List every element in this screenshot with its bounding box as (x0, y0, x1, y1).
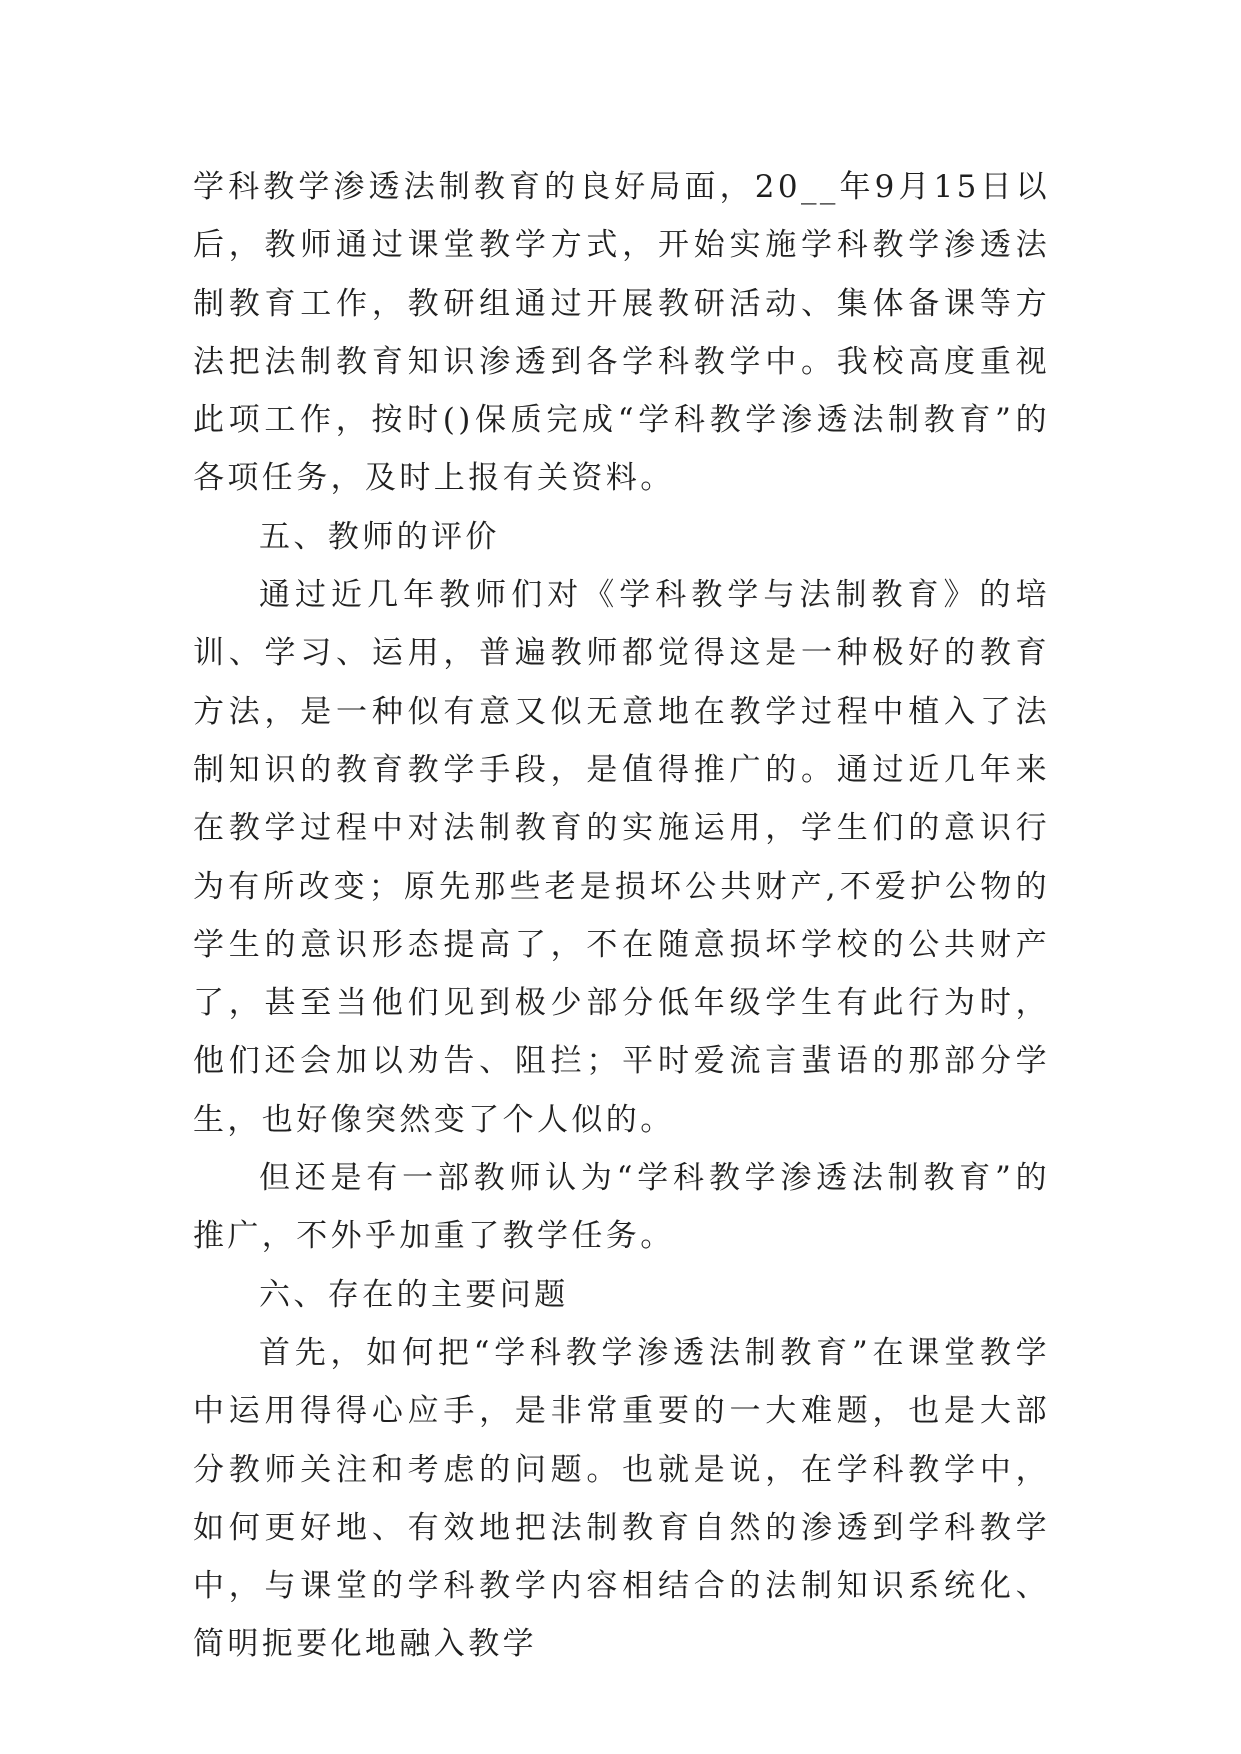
section-heading-teacher-evaluation: 五、教师的评价 (259, 518, 500, 555)
paragraph-teacher-evaluation: 通过近几年教师们对《学科教学与法制教育》的培训、学习、运用，普遍教师都觉得这是一种极好的教育方法，是一种似有意又似无意地在教学过程中植入了法制知识的教育教学手段，是值得推广的。通过近几年来在教学过程中对法制教育的实施运用，学生们的意识行为有所改变；原先那些老是损坏公共财产,不爱护公物的学生的意识形态提高了，不在随意损坏学校的公共财产了，甚至当他们见到极少部分低年级学生有此行为时，他们还会加以劝告、阻拦；平时爱流言蜚语的那部分学生，也好像突然变了个人似的。 (193, 577, 1050, 1138)
document-body (193, 158, 1050, 1674)
paragraph-intro-continuation: 学科教学渗透法制教育的良好局面，20__年9月15日以后，教师通过课堂教学方式，开始实施学科教学渗透法制教育工作，教研组通过开展教研活动、集体备课等方法把法制教育知识渗透到各学科教学中。我校高度重视此项工作，按时()保质完成“学科教学渗透法制教育”的各项任务，及时上报有关资料。 (193, 169, 1050, 497)
paragraph-main-problems: 首先，如何把“学科教学渗透法制教育”在课堂教学中运用得得心应手，是非常重要的一大难题，也是大部分教师关注和考虑的问题。也就是说，在学科教学中，如何更好地、有效地把法制教育自然的渗透到学科教学中，与课堂的学科教学内容相结合的法制知识系统化、简明扼要化地融入教学 (193, 1334, 1050, 1663)
section-heading-main-problems: 六、存在的主要问题 (259, 1276, 569, 1313)
paragraph-teacher-concern: 但还是有一部教师认为“学科教学渗透法制教育”的推广，不外乎加重了教学任务。 (193, 1160, 1050, 1255)
